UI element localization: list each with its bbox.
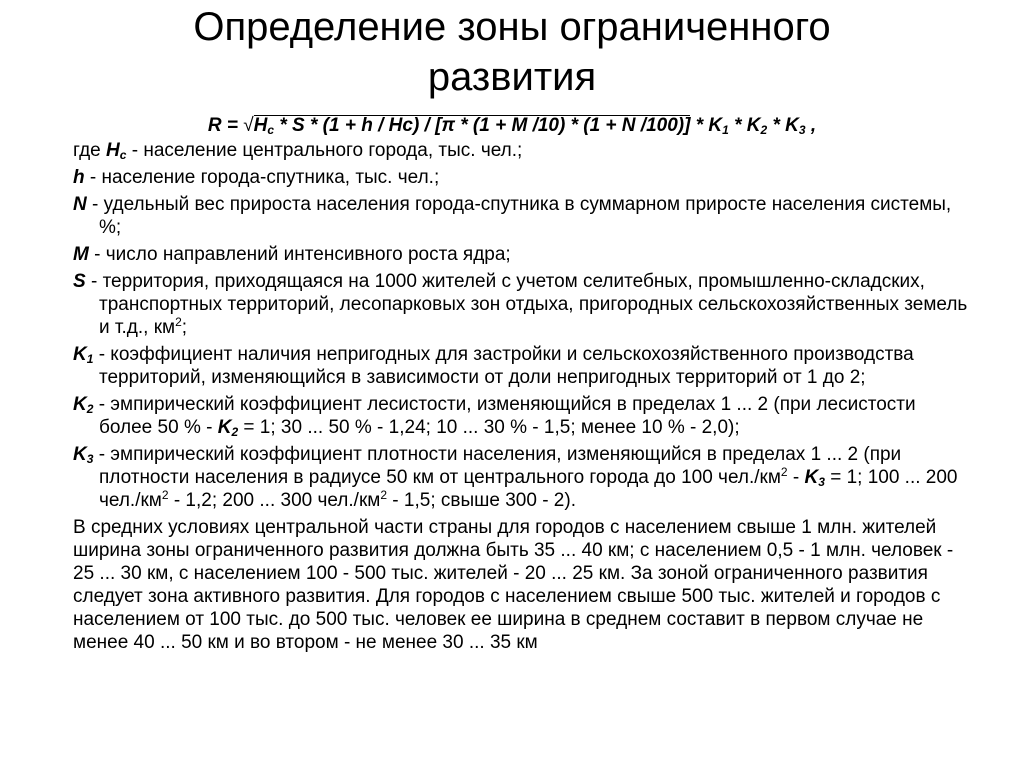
definitions-body — [73, 139, 973, 654]
superscript: 2 — [780, 465, 788, 479]
superscript: 2 — [175, 315, 182, 329]
definition-symbol: K — [73, 444, 87, 465]
formula — [0, 114, 1024, 138]
slide-title — [0, 2, 1024, 102]
definition-item: $K_2$ - эмпирический коэффициент лесистости, изменяющийся в пределах 1 ... 2 (при лесистости более 50 % - $K_2 = 1$; 30 ... 50 % - 1,24; 10 ... 30 % - 1,5; менее 10 % - 2,0); — [73, 394, 916, 439]
definition-item: $K_3$ - эмпирический коэффициент плотности населения, изменяющийся в пределах 1 ... 2 (при плотности населения в радиусе 50 км от центрального города до 100 $чел./км^2 - K_3 = 1$; 100 ... 200 $чел./км^2 - 1,2$; 200 ... 300 $чел./км^2 - 1,5$; свыше 300 - 2). — [73, 444, 958, 511]
inline-symbol-subscript: 3 — [818, 475, 825, 489]
definition-symbol: K — [73, 394, 87, 415]
summary-paragraph: В средних условиях центральной части страны для городов с населением свыше 1 млн. жителей ширина зоны ограниченного развития должна быть 35 ... 40 км; с населением 0,5 - 1 млн. человек - 25 ... 30 км, с населением 100 - 500 тыс. жителей - 20 ... 25 км. За зоной ограниченного развития следует зона активного развития. Для городов с населением свыше 500 тыс. жителей и городов с населением от 100 тыс. до 500 тыс. человек ее ширина в среднем составит в первом случае не менее 40 ... 50 км и во втором - не менее 30 ... 35 км — [73, 517, 954, 653]
definition-item: h - население города-спутника, тыс. чел.; — [73, 167, 440, 188]
formula-sub-k2: 2 — [760, 123, 768, 137]
definition-symbol: M — [73, 244, 89, 265]
inline-symbol: K — [217, 417, 232, 438]
definition-symbol: N — [73, 194, 87, 215]
formula-tail: * $K_1 * K_2 * K_3$ , — [695, 115, 817, 137]
formula-sub-k3: 3 — [798, 123, 806, 137]
definition-symbol: H — [106, 140, 120, 161]
title-line-2: развития — [427, 55, 597, 99]
definition-symbol: K — [73, 344, 87, 365]
formula-sub-k1: 1 — [722, 123, 729, 137]
definition-item: M - число направлений интенсивного роста ядра; — [73, 244, 511, 265]
definition-item: N - удельный вес прироста населения города-спутника в суммарном приросте населения системы, %; — [73, 194, 952, 238]
radical-sign: √ — [243, 115, 254, 136]
formula-sub-c: с — [267, 123, 275, 137]
inline-symbol: K — [804, 467, 819, 488]
symbol-subscript: 2 — [86, 402, 94, 416]
symbol-subscript: с — [119, 148, 127, 162]
inline-symbol-subscript: 2 — [231, 425, 239, 439]
superscript: 2 — [161, 488, 169, 502]
definition-symbol: S — [73, 271, 86, 292]
symbol-subscript: 1 — [86, 352, 94, 366]
definition-item: $K_1$ - коэффициент наличия непригодных для застройки и сельскохозяйственного производства территорий, изменяющийся в зависимости от доли непригодных территорий от 1 до 2; — [73, 344, 914, 388]
symbol-subscript: 3 — [86, 452, 94, 466]
formula-radicand: $H_с * S * (1 + h / Hc) / [\pi * (1 + M$ /10) * (1 + N /100)] — [253, 115, 691, 137]
title-line-1: Определение зоны ограниченного — [193, 5, 831, 49]
definition-symbol: h — [73, 167, 85, 188]
definition-item: S - территория, приходящаяся на 1000 жителей с учетом селитебных, промышленно-складских, транспортных территорий, лесопарковых зон отдыха, пригородных сельскохозяйственных земель и т.д., $км^2$; — [73, 271, 968, 338]
definition-item: где $H_с$ - население центрального города, тыс. чел.; — [73, 140, 523, 162]
formula-lhs: R = — [207, 115, 238, 136]
superscript: 2 — [380, 488, 388, 502]
